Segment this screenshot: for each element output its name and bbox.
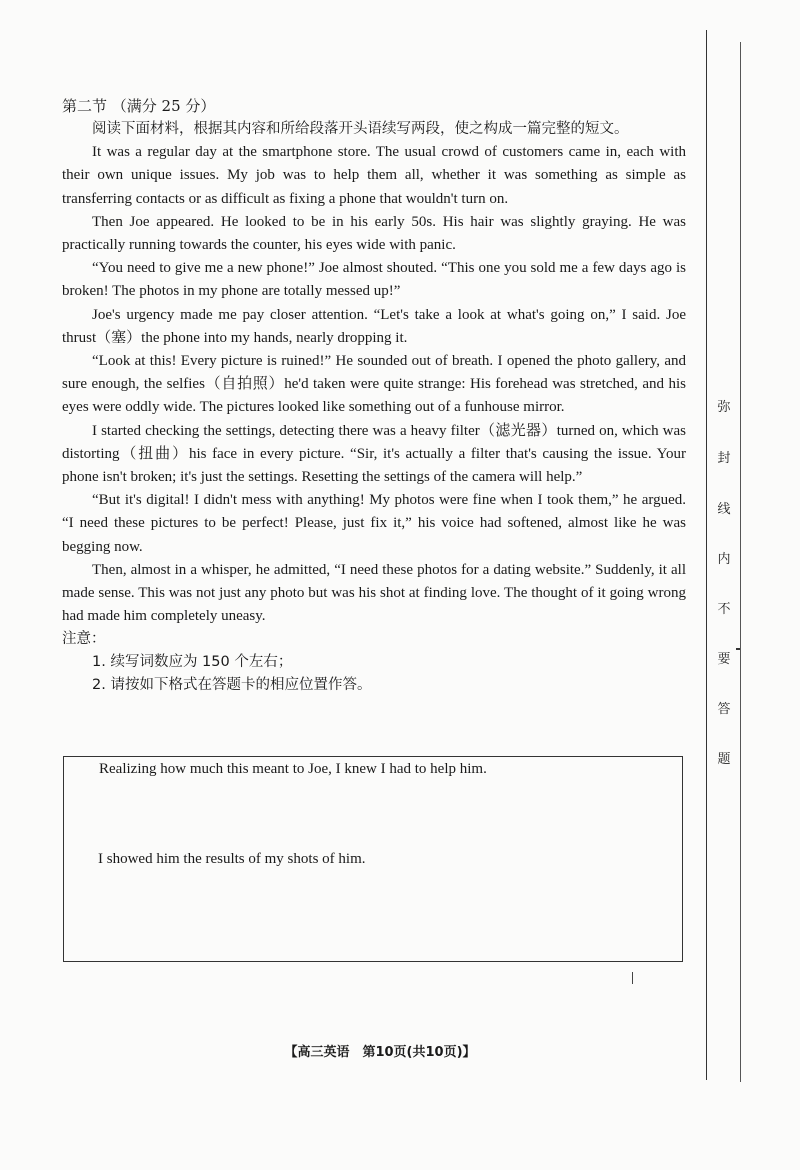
paragraph1-opening: Realizing how much this meant to Joe, I knew I had to help him. bbox=[99, 761, 487, 777]
passage-paragraph: “Look at this! Every picture is ruined!” He sounded out of breath. I opened the photo gallery, and sure enough, the selfies（自拍照）he'd taken were quite strange: His forehead was stretched, and his eyes were oddly wide. The pictures looked like something out of a funhouse mirror. bbox=[62, 353, 686, 416]
passage-paragraph: It was a regular day at the smartphone store. The usual crowd of customers came in, each with their own unique issues. My job was to help them all, whether it was something as simple as transferring contacts or as difficult as fixing a phone that wouldn't turn on. bbox=[62, 144, 686, 207]
margin-tick bbox=[632, 972, 633, 984]
paragraph2-opening: I showed him the results of my shots of him. bbox=[98, 851, 366, 867]
seal-char: 内 bbox=[717, 552, 731, 567]
seal-char: 弥 bbox=[717, 400, 731, 415]
seal-char: 线 bbox=[717, 502, 731, 517]
binding-line-outer bbox=[740, 42, 741, 1082]
binding-line-inner bbox=[706, 30, 707, 1080]
seal-char: 封 bbox=[717, 451, 731, 466]
exam-content bbox=[62, 94, 686, 697]
page-footer: 【高三英语 第10页(共10页)】 bbox=[284, 1045, 476, 1060]
passage-paragraph: Then Joe appeared. He looked to be in his early 50s. His hair was slightly graying. He was practically running towards the counter, his eyes wide with panic. bbox=[62, 213, 686, 254]
note-item: 1. 续写词数应为 150 个左右； bbox=[92, 654, 293, 671]
seal-char: 要 bbox=[717, 652, 731, 667]
passage-paragraph: “You need to give me a new phone!” Joe almost shouted. “This one you sold me a few days ago is broken! The photos in my phone are totally messed up!” bbox=[62, 260, 686, 300]
section-title: 第二节 （满分 25 分） bbox=[62, 97, 216, 115]
passage-paragraph: Then, almost in a whisper, he admitted, “I need these photos for a dating website.” Suddenly, it all made sense. This was not just any photo but was his shot at finding love. The thought of it going wrong had made him completely uneasy. bbox=[62, 561, 686, 625]
passage-paragraph: Joe's urgency made me pay closer attention. “Let's take a look at what's going on,” I said. Joe thrust（塞）the phone into my hands, nearly dropping it. bbox=[62, 306, 686, 346]
passage-paragraph: “But it's digital! I didn't mess with anything! My photos were fine when I took them,” he argued. “I need these pictures to be perfect! Please, just fix it,” his voice had softened, almost like he was begging now. bbox=[62, 492, 686, 555]
task-instruction: 阅读下面材料，根据其内容和所给段落开头语续写两段，使之构成一篇完整的短文。 bbox=[92, 121, 629, 137]
seal-char: 题 bbox=[717, 752, 731, 767]
seal-char: 不 bbox=[717, 602, 731, 617]
notes-title: 注意： bbox=[62, 631, 106, 648]
note-item: 2. 请按如下格式在答题卡的相应位置作答。 bbox=[92, 677, 372, 694]
seal-mark bbox=[736, 648, 740, 650]
passage-paragraph: I started checking the settings, detecting there was a heavy filter（滤光器）turned on, which was distorting（扭曲）his face in every picture. “Sir, it's actually a filter that's causing the issue. Your phone isn't broken; it's just the settings. Resetting the settings of the camera will help.” bbox=[62, 422, 686, 486]
seal-char: 答 bbox=[717, 702, 731, 717]
answer-box[interactable] bbox=[63, 756, 683, 962]
